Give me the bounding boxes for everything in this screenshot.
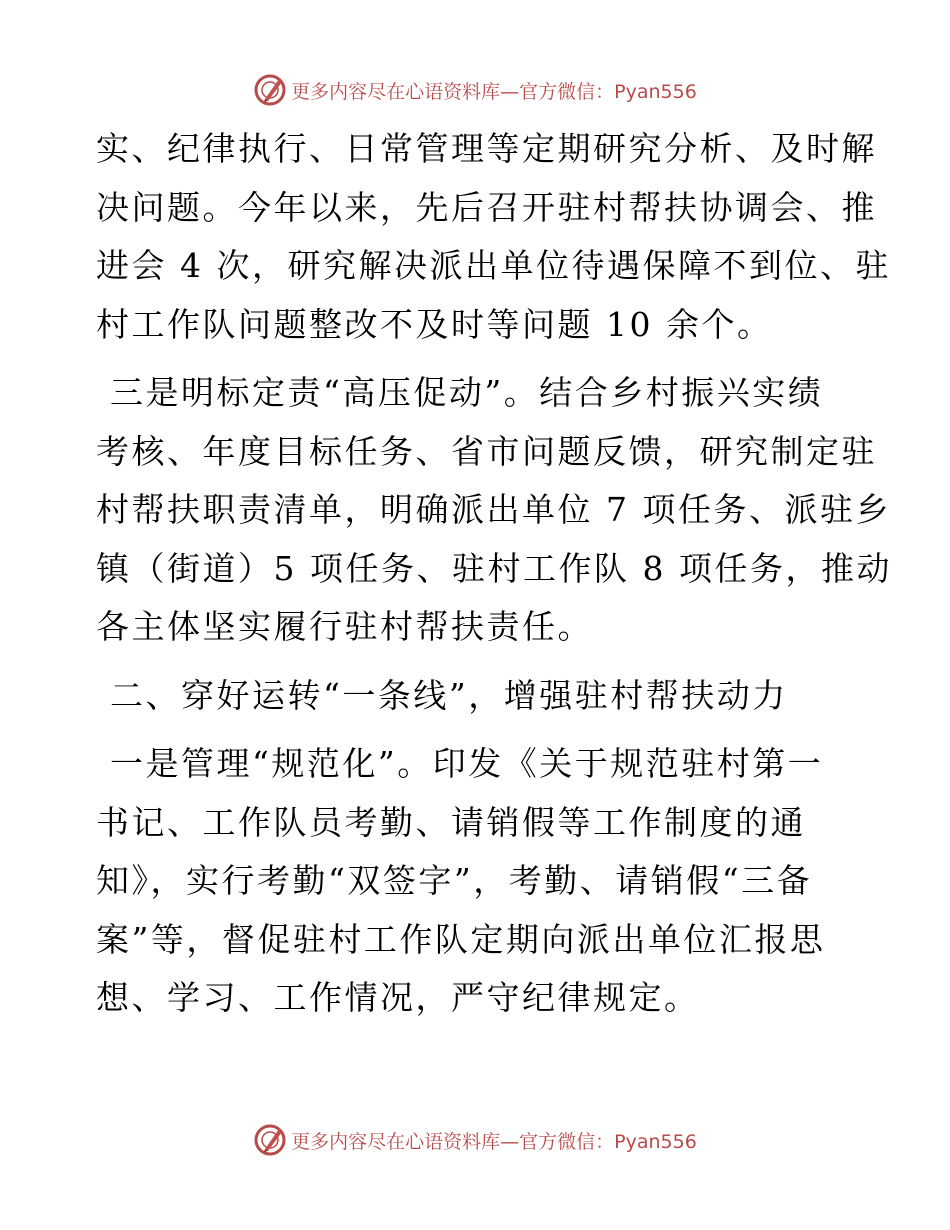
- text-line: 知》，实行考勤“双签字”，考勤、请销假“三备: [96, 861, 813, 900]
- text-line: 想、学习、工作情况，严守纪律规定。: [96, 978, 700, 1017]
- text-line: 村帮扶职责清单，明确派出单位 7 项任务、派驻乡: [96, 490, 891, 529]
- footer-banner: [0, 1120, 950, 1160]
- text-line: 进会 4 次，研究解决派出单位待遇保障不到位、驻: [96, 246, 891, 285]
- pen-logo-icon: [253, 73, 287, 107]
- text-line: 镇（街道）5 项任务、驻村工作队 8 项任务，推动: [96, 548, 892, 588]
- pen-logo-icon: [253, 1123, 287, 1157]
- header-text: 更多内容尽在心语资料库—官方微信：Pyan556: [291, 80, 697, 103]
- text-line: 案”等，督促驻村工作队定期向派出单位汇报思: [96, 919, 826, 959]
- document-body: [96, 120, 892, 1028]
- paragraph-3: [96, 735, 856, 1028]
- footer-text: 更多内容尽在心语资料库—官方微信：Pyan556: [291, 1130, 697, 1153]
- text-line: 考核、年度目标任务、省市问题反馈，研究制定驻: [96, 431, 877, 471]
- text-line: 三是明标定责“高压促动”。结合乡村振兴实绩: [110, 373, 824, 412]
- header-banner: [0, 70, 950, 110]
- text-line: 一是管理“规范化”。印发《关于规范驻村第一: [110, 744, 824, 783]
- section-heading: [96, 667, 856, 726]
- text-line: 书记、工作队员考勤、请销假等工作制度的通: [96, 802, 806, 842]
- text-line: 实、纪律执行、日常管理等定期研究分析、及时解: [96, 129, 877, 168]
- text-line: 各主体坚实履行驻村帮扶责任。: [96, 607, 593, 646]
- heading-text: 二、穿好运转“一条线”，增强驻村帮扶动力: [110, 675, 788, 715]
- text-line: 村工作队问题整改不及时等问题 10 余个。: [96, 304, 773, 344]
- text-line: 决问题。今年以来，先后召开驻村帮扶协调会、推: [96, 187, 877, 227]
- paragraph-2: [96, 364, 892, 657]
- paragraph-1: [96, 120, 891, 354]
